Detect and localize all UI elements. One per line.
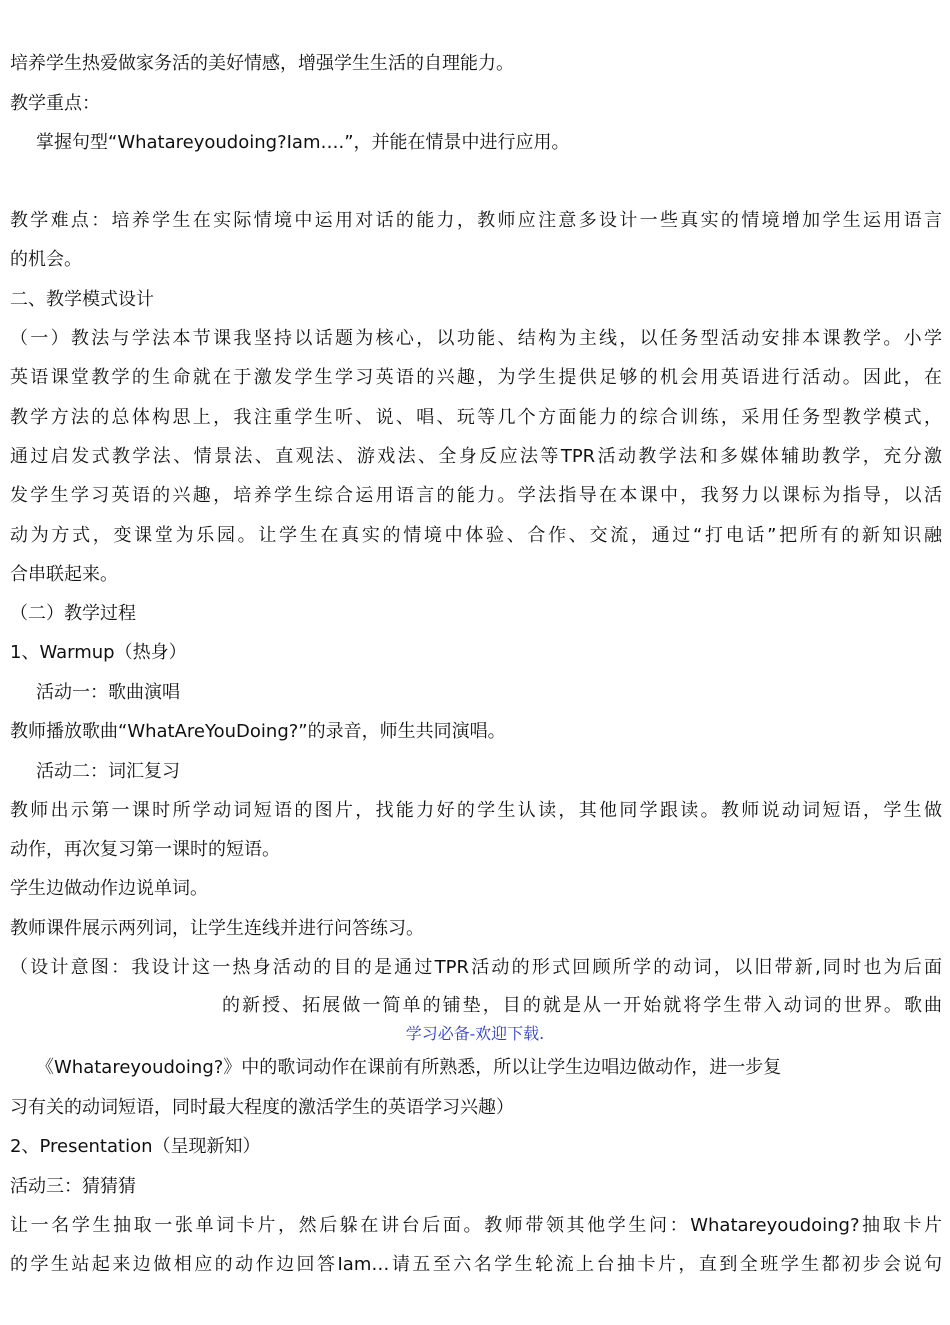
activity-heading: 活动二：词汇复习 [36, 761, 180, 782]
paragraph-line: 发学生学习英语的兴趣，培养学生综合运用语言的能力。学法指导在本课中，我努力以课标为指导，以活 [10, 485, 942, 506]
paragraph-line: 教学难点：培养学生在实际情境中运用对话的能力，教师应注意多设计一些真实的情境增加学生运用语言 [10, 210, 942, 231]
paragraph-line: 通过启发式教学法、情景法、直观法、游戏法、全身反应法等TPR活动教学法和多媒体辅助教学，充分激 [10, 446, 942, 467]
section-heading: 2、Presentation（呈现新知） [10, 1136, 261, 1157]
paragraph-line: 的学生站起来边做相应的动作边回答Iam…请五至六名学生轮流上台抽卡片，直到全班学生都初步会说句 [10, 1254, 942, 1275]
paragraph-line: 教学方法的总体构思上，我注重学生听、说、唱、玩等几个方面能力的综合训练，采用任务型教学模式， [10, 407, 942, 428]
paragraph-line: （一）教法与学法本节课我坚持以话题为核心，以功能、结构为主线，以任务型活动安排本课教学。小学 [10, 328, 942, 349]
design-intent-line: 《Whatareyoudoing?》中的歌词动作在课前有所熟悉，所以让学生边唱边做动作，进一步复 [36, 1057, 782, 1078]
paragraph-line: 让一名学生抽取一张单词卡片，然后躲在讲台后面。教师带领其他学生问：Whatareyoudoing?抽取卡片 [10, 1215, 942, 1236]
section-heading: （二）教学过程 [10, 603, 136, 624]
paragraph-line: 动为方式，变课堂为乐园。让学生在真实的情境中体验、合作、交流，通过“打电话”把所有的新知识融 [10, 525, 942, 546]
activity-heading: 活动三：猜猜猜 [10, 1176, 136, 1197]
activity-heading: 活动一：歌曲演唱 [36, 682, 180, 703]
section-heading: 教学重点： [10, 93, 100, 114]
paragraph-line: 掌握句型“Whatareyoudoing?Iam….”，并能在情景中进行应用。 [36, 132, 570, 153]
paragraph-line: 培养学生热爱做家务活的美好情感，增强学生生活的自理能力。 [10, 53, 514, 74]
section-heading: 二、教学模式设计 [10, 289, 154, 310]
section-heading: 1、Warmup（热身） [10, 642, 187, 663]
page-footer: 学习必备-欢迎下载. [405, 1024, 545, 1043]
paragraph-line: 动作，再次复习第一课时的短语。 [10, 839, 280, 860]
paragraph-line: 教师课件展示两列词，让学生连线并进行问答练习。 [10, 918, 424, 939]
paragraph-line: 教师出示第一课时所学动词短语的图片，找能力好的学生认读，其他同学跟读。教师说动词短语，学生做 [10, 800, 942, 821]
paragraph-line: 学生边做动作边说单词。 [10, 878, 208, 899]
paragraph-line: 的机会。 [10, 249, 82, 270]
paragraph-line: 英语课堂教学的生命就在于激发学生学习英语的兴趣，为学生提供足够的机会用英语进行活动。因此，在 [10, 367, 942, 388]
paragraph-line: 合串联起来。 [10, 564, 118, 585]
design-intent-line: （设计意图：我设计这一热身活动的目的是通过TPR活动的形式回顾所学的动词，以旧带新,同时也为后面 [10, 957, 942, 978]
design-intent-line: 的新授、拓展做一简单的铺垫，目的就是从一开始就将学生带入动词的世界。歌曲 [222, 995, 942, 1016]
paragraph-line: 教师播放歌曲“WhatAreYouDoing?”的录音，师生共同演唱。 [10, 721, 506, 742]
design-intent-line: 习有关的动词短语，同时最大程度的激活学生的英语学习兴趣） [10, 1097, 514, 1118]
